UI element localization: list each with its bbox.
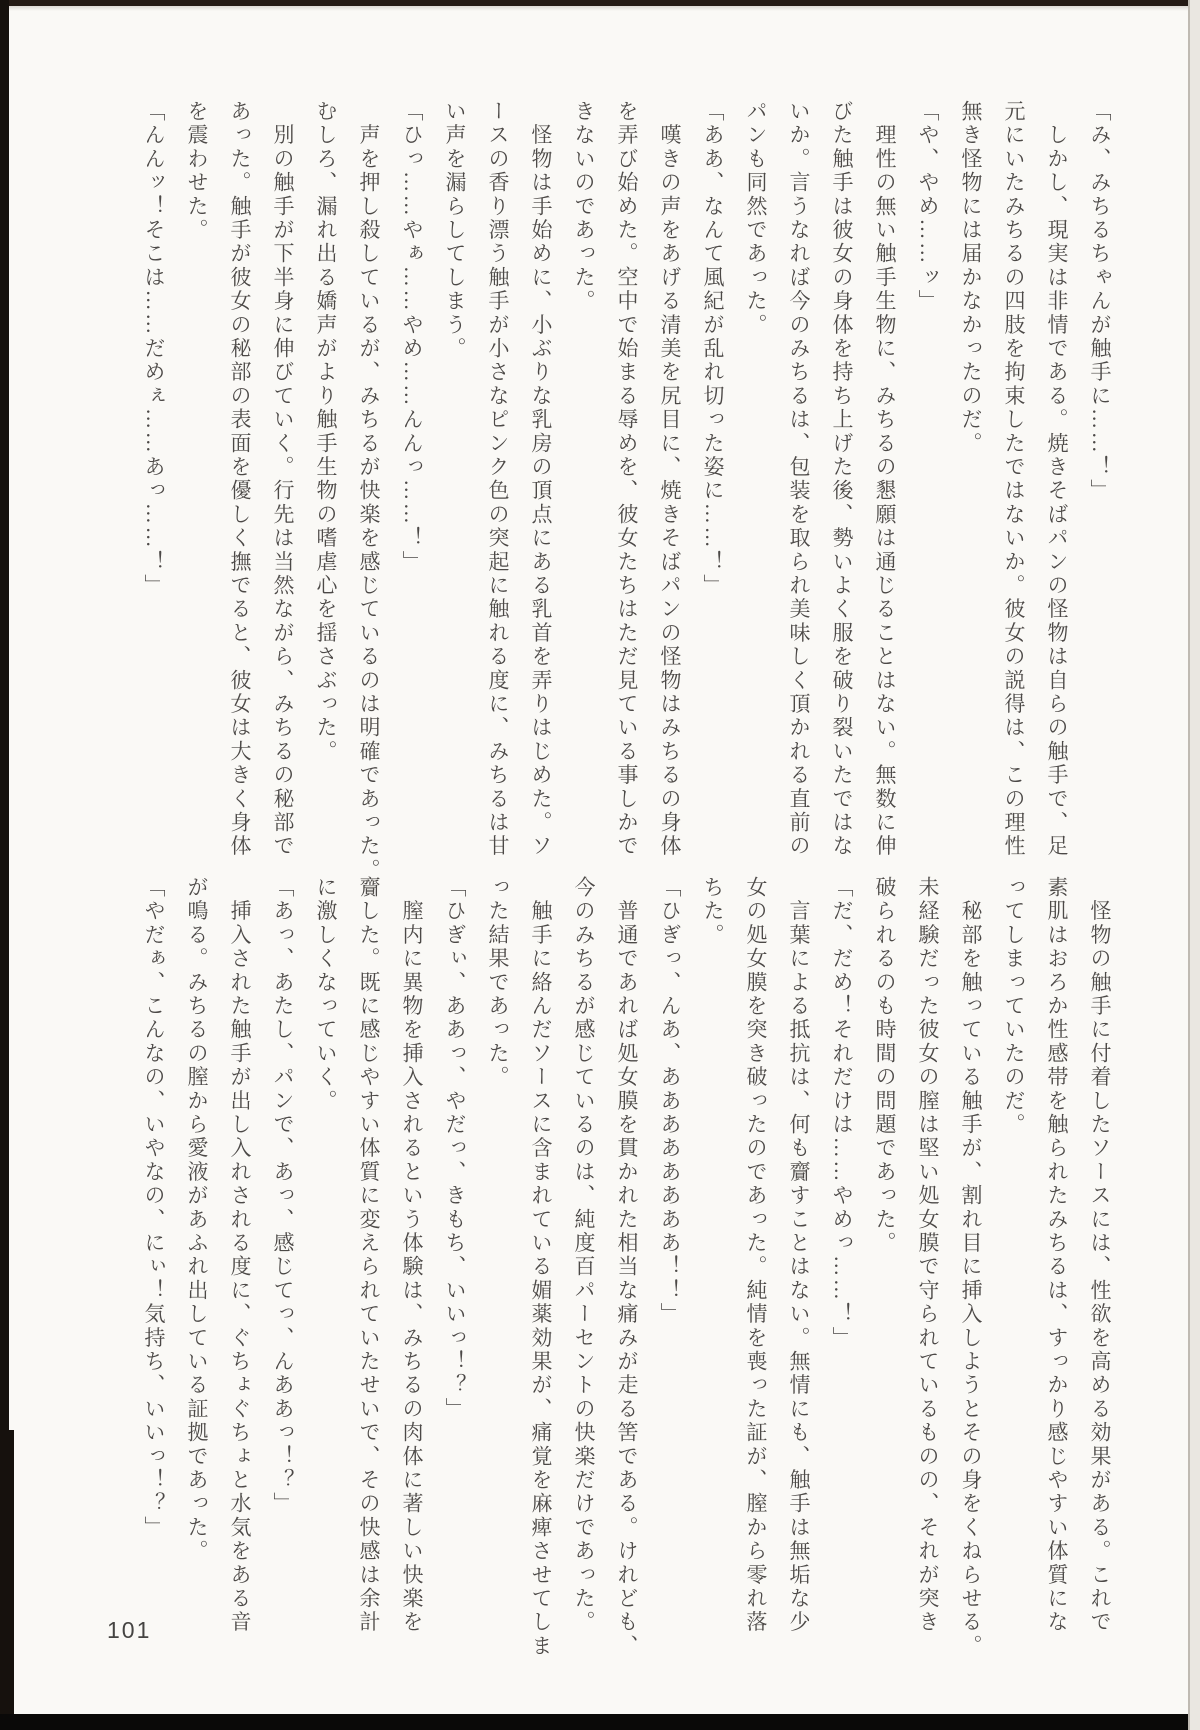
text-column: 女の処女膜を突き破ったのであった。純情を喪った証が、膣から零れ落 <box>744 876 768 1635</box>
text-column: を震わせた。 <box>185 100 209 243</box>
text-column: 膣内に異物を挿入されるという体験は、みちるの肉体に著しい快楽を <box>400 876 424 1635</box>
text-column: 破られるのも時間の問題であった。 <box>873 876 897 1256</box>
scan-edge-right <box>1188 0 1200 1730</box>
text-column: 普通であれば処女膜を貫かれた相当な痛みが走る筈である。けれども、 <box>615 876 639 1659</box>
scan-edge-left-foot <box>0 1430 14 1730</box>
text-column: きないのであった。 <box>572 100 596 314</box>
text-column: 嘆きの声をあげる清美を尻目に、焼きそばパンの怪物はみちるの身体 <box>658 100 682 859</box>
text-column: 元にいたみちるの四肢を拘束したではないか。彼女の説得は、この理性 <box>1002 100 1026 859</box>
text-column: 「ああ、なんて風紀が乱れ切った姿に……！」 <box>701 100 725 598</box>
text-column: むしろ、漏れ出る嬌声がより触手生物の嗜虐心を揺さぶった。 <box>314 100 338 764</box>
scan-edge-bottom <box>0 1714 1200 1730</box>
text-column: 「ひぎぃ、ああっ、やだっ、きもち、いいっ！？」 <box>443 876 467 1422</box>
text-column: 今のみちるが感じているのは、純度百パーセントの快楽だけであった。 <box>572 876 596 1635</box>
scan-edge-top-shadow <box>0 6 1200 11</box>
text-column: びた触手は彼女の身体を持ち上げた後、勢いよく服を破り裂いたではな <box>830 100 854 859</box>
text-column: 言葉による抵抗は、何も齎すことはない。無情にも、触手は無垢な少 <box>787 876 811 1635</box>
text-column: あった。触手が彼女の秘部の表面を優しく撫でると、彼女は大きく身体 <box>228 100 252 859</box>
text-column: 「み、みちるちゃんが触手に……！」 <box>1088 100 1112 503</box>
text-column: い声を漏らしてしまう。 <box>443 100 467 361</box>
text-column: 怪物は手始めに、小ぶりな乳房の頂点にある乳首を弄りはじめた。ソ <box>529 100 553 859</box>
text-column: を弄び始めた。空中で始まる辱めを、彼女たちはただ見ている事しかで <box>615 100 639 859</box>
text-column: 理性の無い触手生物に、みちるの懇願は通じることはない。無数に伸 <box>873 100 897 859</box>
text-column: に激しくなっていく。 <box>314 876 338 1113</box>
text-column: 「ひぎっ、んあ、ああああああああ！！」 <box>658 876 682 1327</box>
text-column: 別の触手が下半身に伸びていく。行先は当然ながら、みちるの秘部で <box>271 100 295 859</box>
text-column: 「あっ、あたし、パンで、あっ、感じてっ、んああっ！？」 <box>271 876 295 1516</box>
text-column: 齎した。既に感じやすい体質に変えられていたせいで、その快感は余計 <box>357 876 381 1635</box>
text-column: 素肌はおろか性感帯を触られたみちるは、すっかり感じやすい体質にな <box>1045 876 1069 1635</box>
text-column: しかし、現実は非情である。焼きそばパンの怪物は自らの触手で、足 <box>1045 100 1069 859</box>
text-column: いか。言うなれば今のみちるは、包装を取られ美味しく頂かれる直前の <box>787 100 811 859</box>
text-column: パンも同然であった。 <box>744 100 768 337</box>
text-column: 「だ、だめ！それだけは……やめっ……！」 <box>830 876 854 1350</box>
text-column: 「や、やめ……ッ」 <box>916 100 940 314</box>
text-column: ースの香り漂う触手が小さなピンク色の突起に触れる度に、みちるは甘 <box>486 100 510 859</box>
text-block-lower <box>132 876 1121 1658</box>
text-column: 「んんッ！そこは……だめぇ……あっ……！」 <box>142 100 166 598</box>
text-column: 挿入された触手が出し入れされる度に、ぐちょぐちょと水気をある音 <box>228 876 252 1635</box>
text-column: が鳴る。みちるの膣から愛液があふれ出している証拠であった。 <box>185 876 209 1564</box>
text-column: ってしまっていたのだ。 <box>1002 876 1026 1137</box>
text-column: 秘部を触っている触手が、割れ目に挿入しようとその身をくねらせる。 <box>959 876 983 1659</box>
text-column: 未経験だった彼女の膣は堅い処女膜で守られているものの、それが突き <box>916 876 940 1635</box>
page-number: 101 <box>107 1617 152 1643</box>
text-column: 「ひっ……やぁ……やめ……んんっ……！」 <box>400 100 424 574</box>
text-column: ちた。 <box>701 876 725 948</box>
text-block-upper <box>132 100 1121 882</box>
text-column: 怪物の触手に付着したソースには、性欲を高める効果がある。これで <box>1088 876 1112 1635</box>
text-column: 無き怪物には届かなかったのだ。 <box>959 100 983 456</box>
text-column: った結果であった。 <box>486 876 510 1090</box>
text-column: 声を押し殺しているが、みちるが快楽を感じているのは明確であった。 <box>357 100 381 883</box>
text-column: 触手に絡んだソースに含まれている媚薬効果が、痛覚を麻痺させてしま <box>529 876 553 1659</box>
text-column: 「やだぁ、こんなの、いやなの、にぃ！気持ち、いいっ！？」 <box>142 876 166 1540</box>
